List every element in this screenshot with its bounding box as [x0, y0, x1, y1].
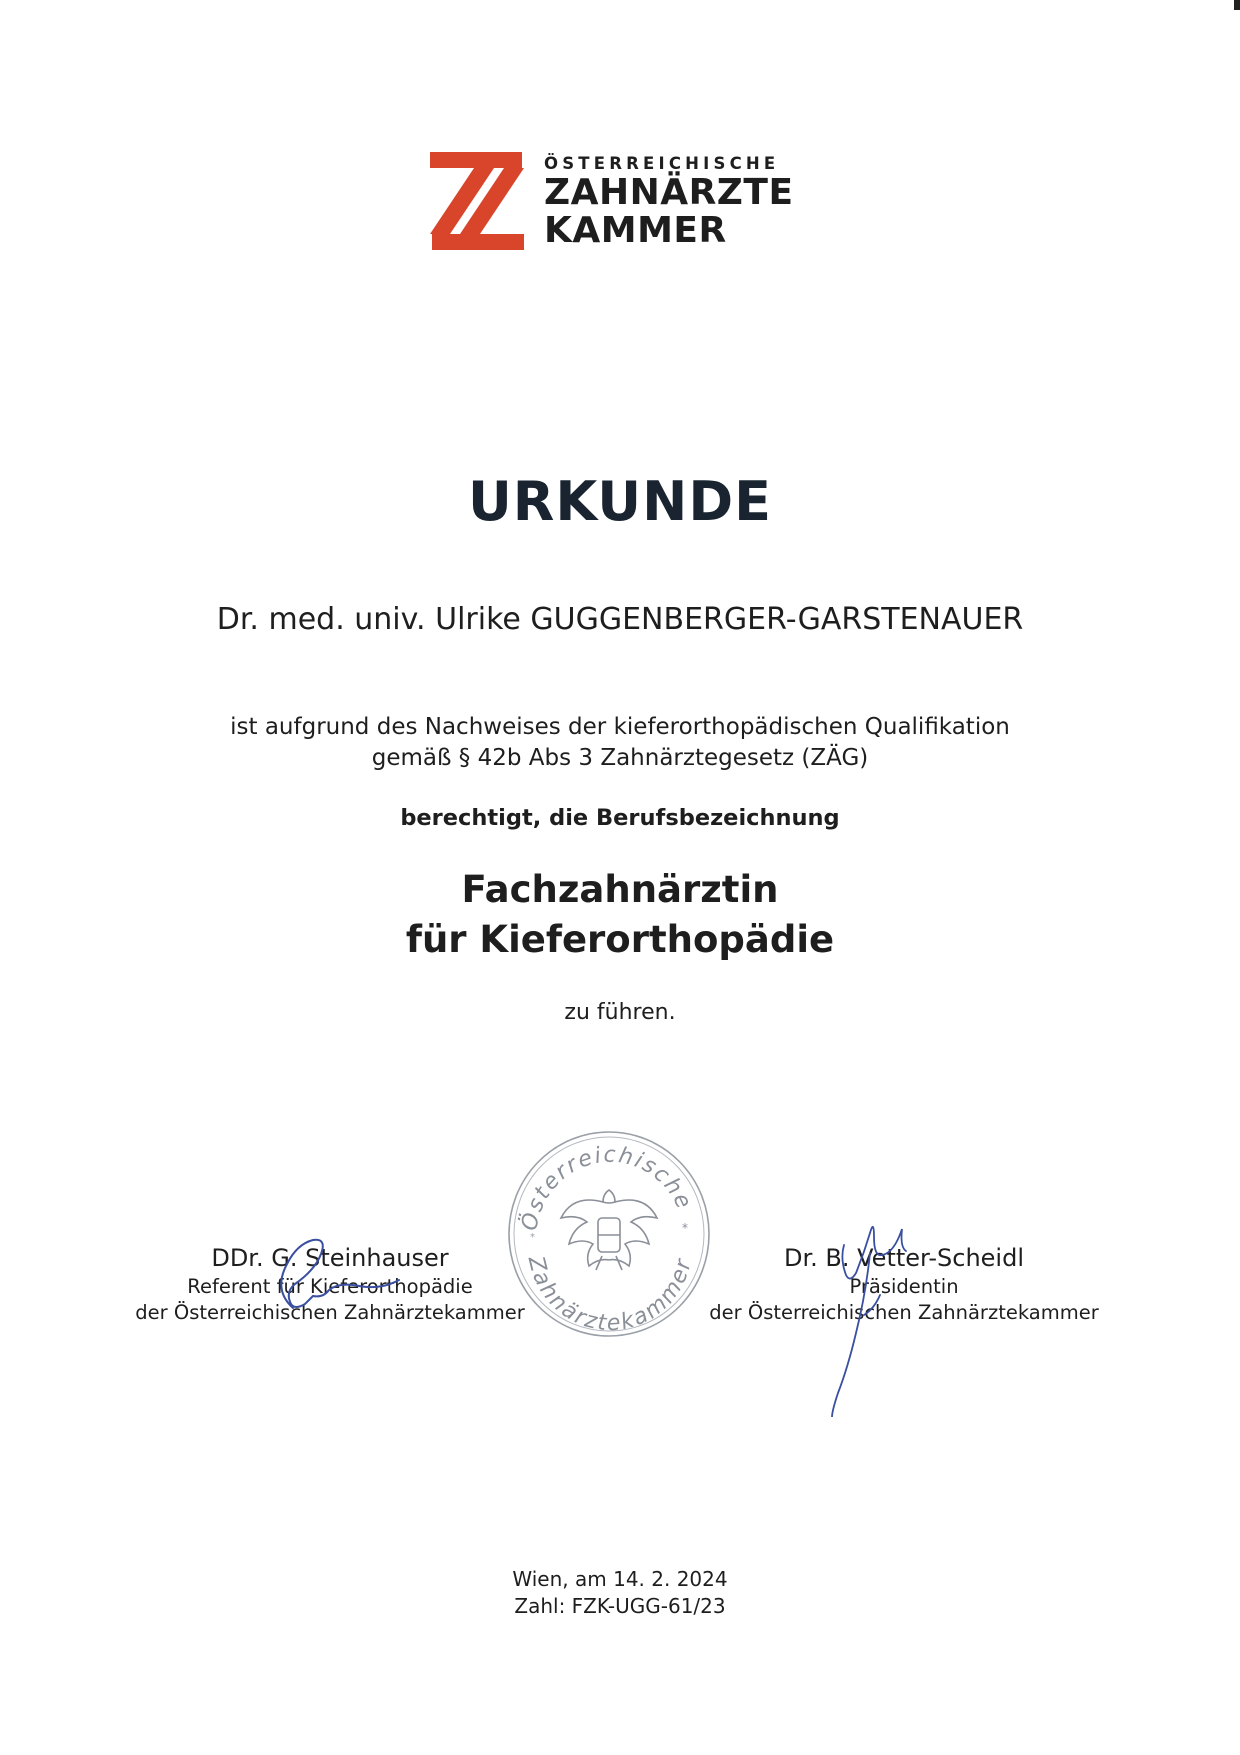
seal-text-top: Österreichische: [517, 1142, 697, 1233]
profession-line-1: Fachzahnärztin: [461, 868, 779, 911]
reference-number: Zahl: FZK-UGG-61/23: [514, 1594, 726, 1618]
svg-text:*: *: [682, 1221, 688, 1235]
closing-text: zu führen.: [564, 1000, 676, 1025]
basis-line-1: ist aufgrund des Nachweises der kieferorthopädischen Qualifikation: [230, 714, 1010, 740]
seal-text-bottom: Zahnärztekammer: [522, 1253, 697, 1337]
document-title: URKUNDE: [467, 470, 773, 533]
eagle-emblem-icon: [561, 1190, 657, 1270]
handwritten-signature-left: [255, 1222, 425, 1322]
logo-line-zahnaerzte: ZAHNÄRZTE: [544, 172, 794, 213]
profession-line-2: für Kieferorthopädie: [405, 918, 835, 961]
signatory-right-role-2: der Österreichischen Zahnärztekammer: [709, 1301, 1099, 1324]
signatory-left-role-1: Referent für Kieferorthopädie: [187, 1275, 473, 1298]
signatory-left-name: DDr. G. Steinhauser: [211, 1244, 449, 1272]
issue-details: [0, 1566, 1240, 1620]
signatory-right-role-1: Präsidentin: [849, 1275, 959, 1298]
place-date: Wien, am 14. 2. 2024: [512, 1567, 728, 1591]
logo-line-oesterreichische: ÖSTERREICHISCHE: [544, 154, 780, 173]
professional-title: [0, 865, 1240, 965]
entitlement-text: berechtigt, die Berufsbezeichnung: [400, 805, 840, 831]
logo-line-kammer: KAMMER: [544, 210, 727, 251]
scan-edge-mark: [1234, 0, 1240, 10]
recipient-name: Dr. med. univ. Ulrike GUGGENBERGER-GARSTENAUER: [216, 602, 1024, 637]
qualification-basis: [0, 712, 1240, 774]
signatory-right-name: Dr. B. Vetter-Scheidl: [784, 1244, 1024, 1272]
chamber-logo: [430, 152, 822, 254]
handwritten-signature-right: [800, 1205, 940, 1417]
svg-text:*: *: [530, 1232, 535, 1243]
signatory-left-role-2: der Österreichischen Zahnärztekammer: [135, 1301, 525, 1324]
basis-line-2: gemäß § 42b Abs 3 Zahnärztegesetz (ZÄG): [371, 745, 869, 771]
chamber-logo-mark-icon: [430, 152, 524, 250]
